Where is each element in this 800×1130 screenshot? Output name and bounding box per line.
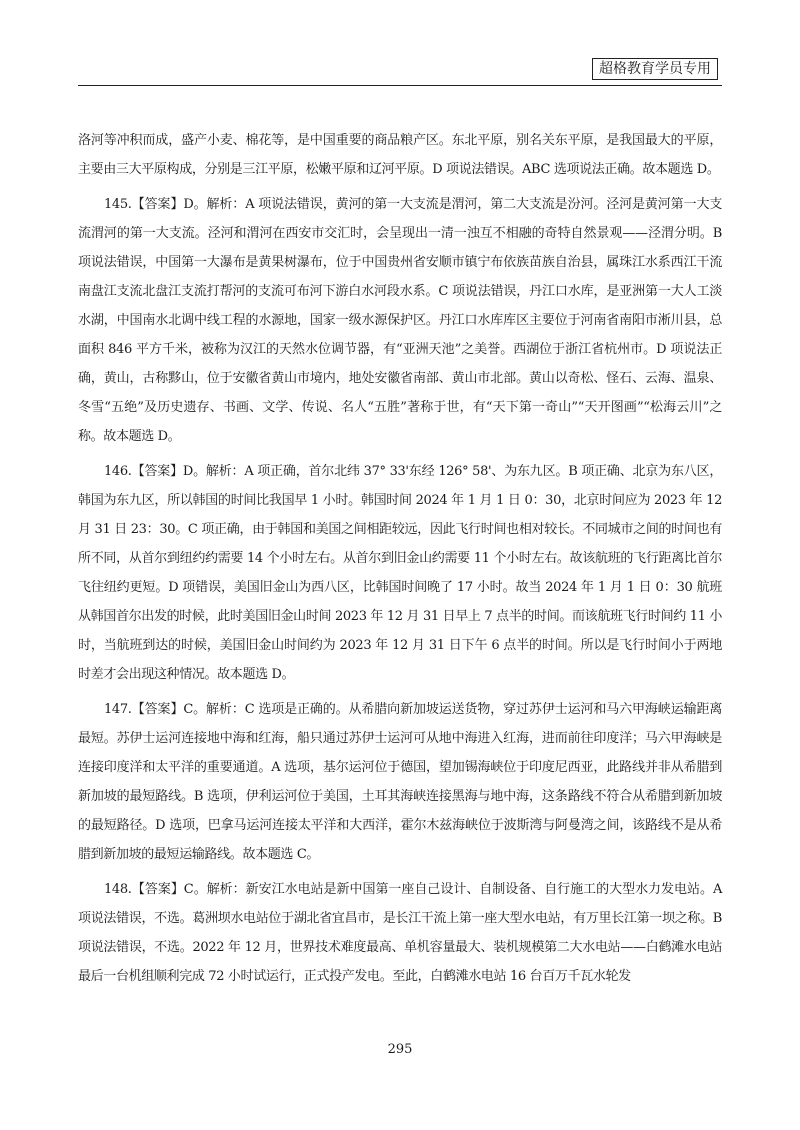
paragraph-continuation: 洛河等冲积而成，盛产小麦、棉花等，是中国重要的商品粮产区。东北平原，别名关东平原，是我国最大的平原，主要由三大平原构成，分别是三江平原，松嫩平原和辽河平原。D 项说法错误。ABC 选项说法正确。故本题选 D。 <box>78 133 722 177</box>
paragraph-146: 146.【答案】D。解析：A 项正确，首尔北纬 37° 33'东经 126° 58'、为东九区。B 项正确、北京为东八区，韩国为东九区，所以韩国的时间比我国早 1 小时。韩国时间 2024 年 1 月 1 日 0：30，北京时间应为 2023 年 12 月 31 日 23：30。C 项正确，由于韩国和美国之间相距较远，因此飞行时间也相对较长。不同城市之间的时间也有所不同，从首尔到纽约约需要 14 个小时左右。从首尔到旧金山约需要 11 个小时左右。故该航班的飞行距离比首尔飞往纽约更短。D 项错误，美国旧金山为西八区，比韩国时间晚了 17 小时。故当 2024 年 1 月 1 日 0：30 航班从韩国首尔出发的时候，此时美国旧金山时间 2023 年 12 月 31 日早上 7 点半的时间。而该航班飞行时间约 11 小时，当航班到达的时候，美国旧金山时间约为 2023 年 12 月 31 日下午 6 点半的时间。所以是飞行时间小于两地时差才会出现这种情况。故本题选 D。 <box>78 464 722 682</box>
page-number: 295 <box>387 1042 413 1057</box>
paragraph-145: 145.【答案】D。解析：A 项说法错误，黄河的第一大支流是渭河，第二大支流是汾河。泾河是黄河第一大支流渭河的第一大支流。泾河和渭河在西安市交汇时，会呈现出一清一浊互不相融的奇特自然景观——泾渭分明。B 项说法错误，中国第一大瀑布是黄果树瀑布，位于中国贵州省安顺市镇宁布依族苗族自治县，属珠江水系西江干流南盘江支流北盘江支流打帮河的支流可布河下游白水河段水系。C 项说法错误，丹江口水库，是亚洲第一大人工淡水湖，中国南水北调中线工程的水源地，国家一级水源保护区。丹江口水库库区主要位于河南省南阳市淅川县，总面积 846 平方千米，被称为汉江的天然水位调节器，有“亚洲天池”之美誉。西湖位于浙江省杭州市。D 项说法正确，黄山，古称黟山，位于安徽省黄山市境内，地处安徽省南部、黄山市北部。黄山以奇松、怪石、云海、温泉、冬雪“五绝”及历史遗存、书画、文学、传说、名人“五胜”著称于世，有“天下第一奇山”“天开图画”“松海云川”之称。故本题选 D。 <box>78 197 722 444</box>
paragraph-148: 148.【答案】C。解析：新安江水电站是新中国第一座自己设计、自制设备、自行施工的大型水力发电站。A 项说法错误，不选。葛洲坝水电站位于湖北省宜昌市，是长江干流上第一座大型水电站，有万里长江第一坝之称。B 项说法错误，不选。2022 年 12 月，世界技术难度最高、单机容量最大、装机规模第二大水电站——白鹤滩水电站最后一台机组顺利完成 72 小时试运行，正式投产发电。至此，白鹤滩水电站 16 台百万千瓦水轮发 <box>78 882 722 984</box>
paragraph-147: 147.【答案】C。解析：C 选项是正确的。从希腊向新加坡运送货物，穿过苏伊士运河和马六甲海峡运输距离最短。苏伊士运河连接地中海和红海，船只通过苏伊士运河可从地中海进入红海，进而前往印度洋；马六甲海峡是连接印度洋和太平洋的重要通道。A 选项，基尔运河位于德国，望加锡海峡位于印度尼西亚，此路线并非从希腊到新加坡的最短路线。B 选项，伊利运河位于美国，土耳其海峡连接黑海与地中海，这条路线不符合从希腊到新加坡的最短路径。D 选项，巴拿马运河连接太平洋和大西洋，霍尔木兹海峡位于波斯湾与阿曼湾之间，该路线不是从希腊到新加坡的最短运输路线。故本题选 C。 <box>78 702 722 862</box>
header-badge: 超格教育学员专用 <box>592 58 718 80</box>
header-rule <box>78 85 722 86</box>
page-content <box>78 126 722 991</box>
